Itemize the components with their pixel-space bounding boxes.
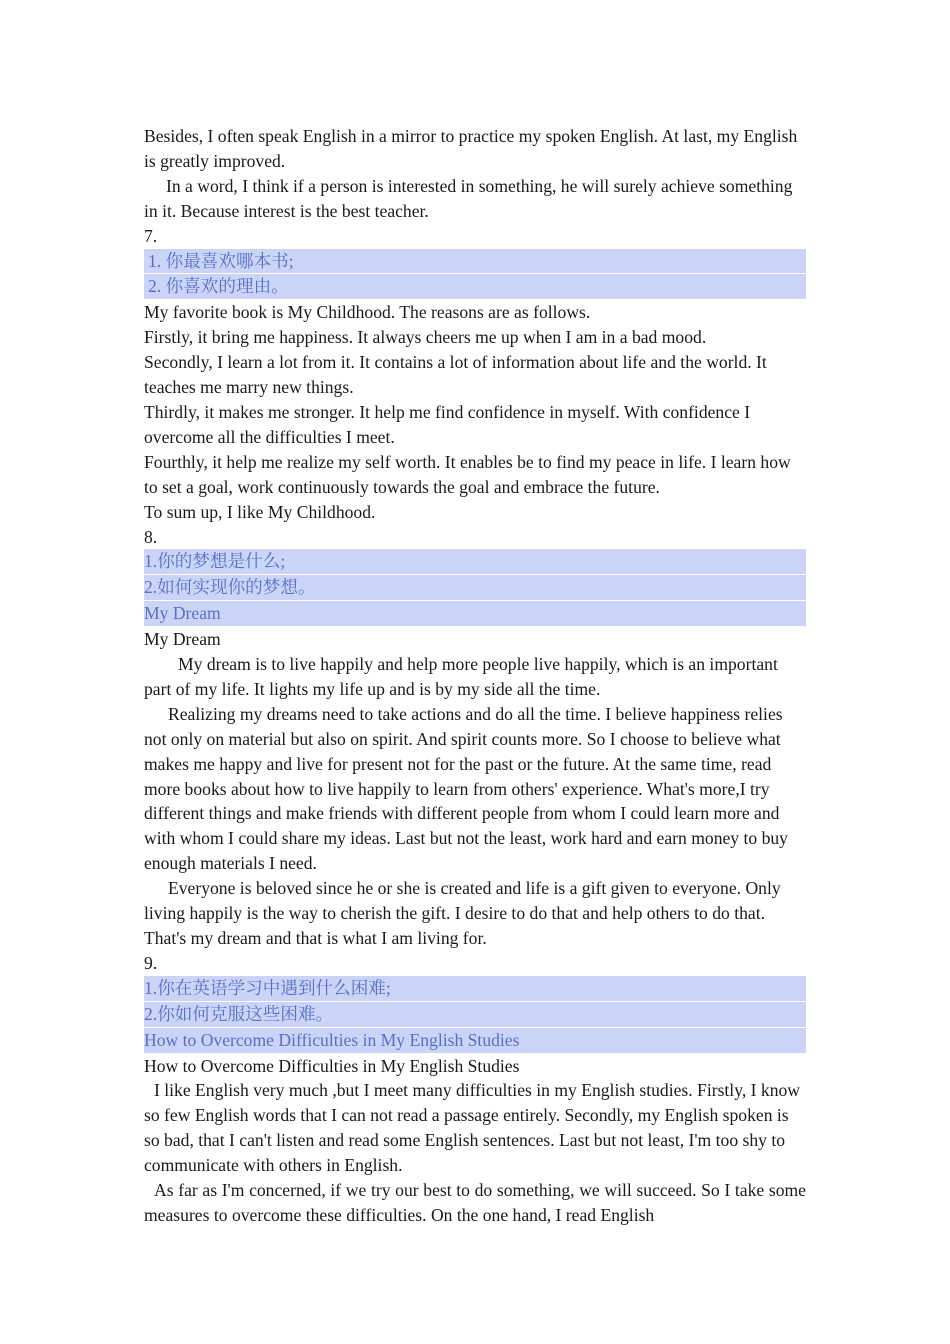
line-7-2: Firstly, it bring me happiness. It always cheers me up when I am in a bad mood.: [144, 327, 707, 348]
prompt-8-3: My Dream: [144, 601, 806, 627]
paragraph-8-2: Realizing my dreams need to take actions and do all the time. I believe happiness relies not only on material but also on spirit. And spirit counts more. So I choose to believe what makes me happy and live for present not for the past or the future. At the same time, read more books about how to live happily to learn from others' experience. What's more,I try different things and make friends with different people from whom I could learn more and with whom I could share my ideas. Last but not the least, work hard and earn money to buy enough materials I need.: [144, 703, 788, 874]
prompt-9-1: 1.你在英语学习中遇到什么困难;: [144, 976, 806, 1002]
section-number-9: 9.: [144, 952, 158, 973]
paragraph-9-2: As far as I'm concerned, if we try our best to do something, we will succeed. So I take some measures to overcome these difficulties. On the one hand, I read English: [144, 1180, 806, 1225]
paragraph-8-3: Everyone is beloved since he or she is created and life is a gift given to everyone. Only living happily is the way to cherish the gift. I desire to do that and help others to do that. That's my dream and that is what I am living for.: [144, 878, 781, 948]
essay-title-8: My Dream: [144, 629, 221, 650]
paragraph-in-a-word: In a word, I think if a person is interested in something, he will surely achieve something in it. Because interest is the best teacher.: [144, 175, 793, 221]
prompt-8-2: 2.如何实现你的梦想。: [144, 575, 806, 601]
paragraph-9-1: I like English very much ,but I meet many difficulties in my English studies. Firstly, I know so few English words that I can not read a passage entirely. Secondly, my English spoken is so bad, that I can't listen and read some English sentences. Last but not least, I'm too shy to communicate with others in English.: [144, 1080, 801, 1176]
section-number-7: 7.: [144, 225, 158, 246]
line-7-1: My favorite book is My Childhood. The reasons are as follows.: [144, 302, 591, 323]
line-7-3: Secondly, I learn a lot from it. It contains a lot of information about life and the world. It teaches me marry new things.: [144, 352, 767, 398]
line-7-6: To sum up, I like My Childhood.: [144, 501, 376, 522]
prompt-9-2: 2.你如何克服这些困难。: [144, 1002, 806, 1028]
paragraph-8-1: My dream is to live happily and help more people live happily, which is an important part of my life. It lights my life up and is by my side all the time.: [144, 654, 778, 699]
line-7-4: Thirdly, it makes me stronger. It help me find confidence in myself. With confidence I overcome all the difficulties I meet.: [144, 401, 751, 447]
essay-title-9: How to Overcome Difficulties in My English Studies: [144, 1055, 520, 1076]
section-number-8: 8.: [144, 526, 158, 547]
prompt-8-1: 1.你的梦想是什么;: [144, 549, 806, 575]
line-7-5: Fourthly, it help me realize my self worth. It enables be to find my peace in life. I learn how to set a goal, work continuously towards the goal and embrace the future.: [144, 451, 791, 497]
prompt-9-3: How to Overcome Difficulties in My English Studies: [144, 1028, 806, 1054]
prompt-7-2: 2. 你喜欢的理由。: [144, 274, 806, 300]
document-page: [144, 124, 806, 1228]
prompt-7-1: 1. 你最喜欢哪本书;: [144, 249, 806, 275]
paragraph-besides: Besides, I often speak English in a mirror to practice my spoken English. At last, my English is greatly improved.: [144, 126, 798, 171]
